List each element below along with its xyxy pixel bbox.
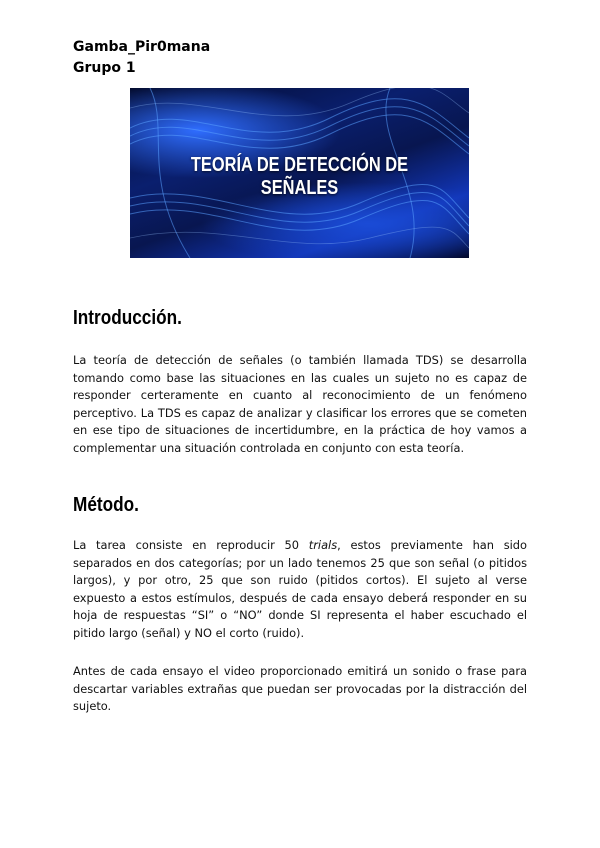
author-name: Gamba_Pir0mana [73,39,211,55]
method-p1-text-a: La tarea consiste en reproducir 50 [73,538,309,552]
banner-title: TEORÍA DE DETECCIÓN DE SEÑALES [190,154,409,199]
method-paragraph-2: Antes de cada ensayo el video proporcionado emitirá un sonido o frase para descartar variables extrañas que puedan ser provocadas por la distracción del sujeto. [73,664,527,713]
method-paragraph-1 [73,537,527,642]
heading-introduccion: Introducción. [73,307,182,329]
banner-image [130,88,469,258]
method-p1-italic-trials: trials [308,538,338,552]
group-label: Grupo 1 [73,60,136,76]
author-block [73,37,210,79]
intro-paragraph: La teoría de detección de señales (o también llamada TDS) se desarrolla tomando como base las situaciones en las cuales un sujeto no es capaz de responder certeramente en cuanto al reconocimiento de un fenómeno perceptivo. La TDS es capaz de analizar y clasificar los errores que se cometen en ese tipo de situaciones de incertidumbre, en la práctica de hoy vamos a complementar una situación controlada en conjunto con esta teoría. [73,353,527,455]
heading-metodo: Método. [73,494,139,516]
method-p1-text-b: , estos previamente han sido separados en dos categorías; por un lado tenemos 25 que son señal (o pitidos largos), y por otro, 25 que son ruido (pitidos cortos). El sujeto al verse expuesto a estos estímulos, después de cada ensayo deberá responder en su hoja de respuestas “SI” o “NO” donde SI representa el haber escuchado el pitido largo (señal) y NO el corto (ruido). [73,538,527,640]
